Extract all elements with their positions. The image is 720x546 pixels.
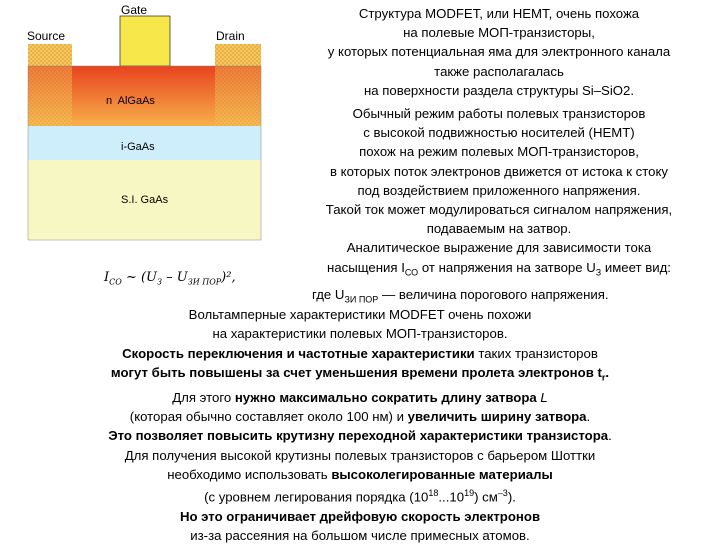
bottom-line-7-post: . bbox=[608, 428, 612, 444]
gate-label: Gate bbox=[121, 3, 148, 17]
right-line-9: в которых поток электронов движется от истока к стоку bbox=[330, 163, 668, 179]
bottom-line-11-bold: Но это ограничивает дрейфовую скорость электронов bbox=[179, 509, 541, 524]
bottom-line-3 bbox=[0, 344, 720, 363]
saturation-current-formula bbox=[104, 270, 236, 287]
bottom-line-3-rest: таких транзисторов bbox=[474, 345, 598, 361]
bottom-line-4-sub: r bbox=[601, 372, 606, 383]
hemt-structure-diagram bbox=[0, 0, 290, 300]
bottom-line-5-pre: Для этого bbox=[172, 389, 235, 405]
right-text-block bbox=[280, 4, 718, 282]
bottom-line-11 bbox=[0, 507, 720, 526]
doping-s2: 19 bbox=[464, 488, 475, 499]
right-line-14-b: от напряжения на затворе U bbox=[418, 259, 596, 275]
doping-d: ). bbox=[507, 489, 516, 505]
right-line-7: с высокой подвижностью носителей (HEMT) bbox=[363, 125, 635, 141]
formula-u2-sub: ЗИ ПОР bbox=[187, 277, 222, 287]
right-line-11: Такой ток может модулироваться сигналом напряжения, bbox=[325, 202, 673, 218]
source-contact-diffusion bbox=[28, 66, 72, 126]
right-line-14 bbox=[280, 258, 718, 283]
right-line-10: под воздействием приложенного напряжения. bbox=[357, 182, 641, 198]
drain-label: Drain bbox=[216, 29, 245, 43]
where-pre: где U bbox=[312, 287, 345, 302]
doping-a: (с уровнем легирования порядка (10 bbox=[204, 489, 429, 505]
right-line-14-a: насыщения I bbox=[327, 259, 405, 275]
right-line-5: на поверхности раздела структуры Si–SiO2. bbox=[363, 82, 635, 98]
bottom-line-7-bold: Это позволяет повысить крутизну переходной характеристики транзистора bbox=[108, 428, 609, 444]
bottom-line-4-bold: могут быть повышены за счет уменьшения времени пролета электронов t bbox=[110, 364, 602, 380]
formula-end: )², bbox=[221, 270, 236, 285]
formula-mid: ~ (U bbox=[121, 270, 158, 285]
right-line-14-sub1: СО bbox=[404, 267, 419, 278]
bottom-line-2: на характеристики полевых МОП-транзисторов. bbox=[212, 326, 508, 342]
right-line-6: Обычный режим работы полевых транзисторов bbox=[352, 106, 646, 122]
bottom-line-3-bold: Скорость переключения и частотные характеристики bbox=[122, 345, 475, 361]
doping-s1: 18 bbox=[428, 488, 439, 499]
right-line-2: на полевые МОП-транзисторы, bbox=[403, 25, 595, 41]
igaas-label: i-GaAs bbox=[121, 141, 155, 153]
where-line bbox=[312, 287, 609, 305]
bottom-text-block bbox=[0, 305, 720, 546]
right-line-4: также располагалась bbox=[434, 63, 564, 79]
formula-u-sub: З bbox=[157, 277, 162, 287]
bottom-line-5 bbox=[0, 388, 720, 407]
right-line-1: Структура MODFET, или HEMT, очень похожа bbox=[358, 6, 640, 21]
right-line-13: Аналитическое выражение для зависимости тока bbox=[346, 240, 652, 256]
right-line-14-sub2: З bbox=[595, 267, 602, 278]
bottom-line-6-post: . bbox=[586, 409, 591, 425]
bottom-line-4 bbox=[0, 363, 720, 388]
bottom-line-6 bbox=[0, 407, 720, 426]
bottom-line-10 bbox=[0, 484, 720, 507]
bottom-line-6-pre: (которая обычно составляет около 100 нм) и bbox=[129, 409, 408, 425]
source-label: Source bbox=[27, 29, 66, 43]
doping-s3: –3 bbox=[497, 488, 508, 499]
gate-electrode bbox=[120, 16, 170, 66]
bottom-line-7 bbox=[0, 426, 720, 445]
where-sub: ЗИ ПОР bbox=[344, 294, 379, 305]
right-line-14-c: имеет вид: bbox=[601, 259, 671, 275]
bottom-line-1: Вольтамперные характеристики MODFET очень похожи bbox=[188, 307, 532, 322]
bottom-line-5-post: L bbox=[536, 389, 548, 405]
bottom-line-9-bold: высоколегированные материалы bbox=[331, 467, 553, 483]
bottom-line-9 bbox=[0, 465, 720, 484]
bottom-line-8: Для получения высокой крутизны полевых транзисторов с барьером Шоттки bbox=[124, 447, 596, 463]
source-contact bbox=[28, 44, 72, 66]
formula-i: I bbox=[104, 270, 110, 285]
doping-b: ...10 bbox=[438, 489, 465, 505]
bottom-line-12: из-за рассеяния на большом числе примесных атомов. bbox=[190, 528, 530, 544]
doping-c: ) см bbox=[474, 489, 498, 505]
bottom-line-9-pre: необходимо использовать bbox=[167, 467, 332, 483]
right-line-3: у которых потенциальная яма для электронного канала bbox=[327, 44, 671, 60]
bottom-line-4-end: . bbox=[605, 364, 610, 380]
si-gaas-label: S.I. GaAs bbox=[121, 194, 169, 206]
drain-contact bbox=[215, 44, 261, 66]
where-post: — величина порогового напряжения. bbox=[378, 287, 609, 302]
algaas-label: n AlGaAs bbox=[106, 95, 155, 107]
bottom-line-6-bold: увеличить ширину затвора bbox=[407, 409, 587, 425]
right-line-12: подаваемым на затвор. bbox=[426, 221, 572, 237]
bottom-line-5-bold: нужно максимально сократить длину затвора bbox=[234, 389, 537, 405]
right-line-8: похож на режим полевых МОП-транзисторов, bbox=[359, 144, 639, 160]
formula-minus: – U bbox=[162, 270, 188, 285]
formula-i-sub: СО bbox=[109, 277, 122, 287]
drain-contact-diffusion bbox=[215, 66, 261, 126]
